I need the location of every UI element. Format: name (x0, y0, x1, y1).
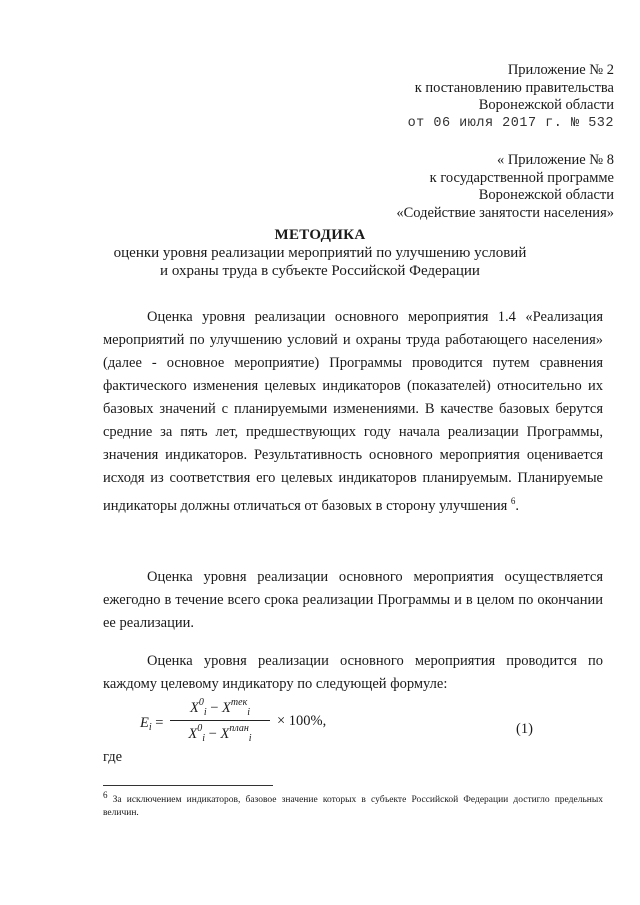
num-sub-1: i (203, 707, 207, 718)
appendix-2-header (408, 62, 614, 132)
num-sub-2: i (247, 707, 251, 718)
formula-numerator (170, 697, 270, 718)
paragraph-2 (103, 566, 603, 635)
paragraph-3-text: Оценка уровня реализации основного мероприятия проводится по каждому целевому индикатору по следующей формуле: (103, 653, 603, 692)
den-minus: − (205, 726, 221, 742)
appendix-2-decree: к постановлению правительства (414, 79, 614, 96)
paragraph-2-text: Оценка уровня реализации основного мероприятия осуществляется ежегодно в течение всего срока реализации Программы и в целом по окончании ее реализации. (103, 569, 603, 631)
title-heading: МЕТОДИКА (274, 227, 366, 243)
decree-date-stamp: от 06 июля 2017 г. № 532 (407, 115, 614, 131)
title-line-1: оценки уровня реализации мероприятий по улучшению условий (113, 245, 527, 261)
num-sup-zero: 0 (198, 697, 204, 708)
num-sup-tek: тек (230, 697, 248, 708)
paragraph-1-text: Оценка уровня реализации основного мероприятия 1.4 «Реализация мероприятий по улучшению условий и охраны труда работающего населения» (далее - основное мероприятие) Программы проводится путем сравнения фактического изменения целевых индикаторов (показателей) относительно их базовых значений с планируемыми изменениями. В качестве базовых берутся средние за пять лет, предшествующих году начала реализации Программы, значения индикаторов. Результативность основного мероприятия оценивается исходя из соответствия его целевых индикаторов планируемым. Планируемые индикаторы должны отличаться от базовых в сторону улучшения (103, 309, 603, 514)
footnote-text: За исключением индикаторов, базовое значение которых в субъекте Российской Федерации достигло предельных величин. (103, 795, 603, 819)
den-sup-plan: план (229, 723, 249, 734)
appendix-8-program-name: «Содействие занятости населения» (396, 204, 614, 221)
footnote-ref: 6 (510, 496, 516, 506)
where-label: где (103, 749, 123, 765)
formula-lhs-var: E (140, 715, 149, 731)
formula-denominator (170, 723, 270, 744)
formula-lhs-sub: i (148, 722, 152, 733)
den-x1: X (188, 726, 198, 742)
document-title (0, 226, 640, 280)
den-sub-2: i (248, 733, 252, 744)
formula-1 (140, 695, 440, 755)
appendix-2-region: Воронежской области (478, 97, 614, 113)
paragraph-1 (103, 306, 603, 518)
appendix-8-region: Воронежской области (478, 187, 614, 203)
appendix-8-header (396, 152, 614, 222)
formula-rhs: × 100%, (277, 713, 327, 729)
appendix-8-program: к государственной программе (429, 169, 614, 186)
formula-equals: = (155, 715, 164, 731)
appendix-8-title: « Приложение № 8 (496, 152, 614, 168)
formula-number: (1) (516, 721, 533, 737)
footnote-separator (103, 785, 273, 786)
formula-lhs (140, 715, 163, 733)
num-x1: X (189, 700, 199, 716)
footnote (103, 789, 603, 820)
fraction-bar (170, 720, 270, 721)
den-x2: X (220, 726, 230, 742)
den-sup-zero: 0 (197, 723, 203, 734)
num-x2: X (222, 700, 231, 716)
den-sub-1: i (202, 733, 206, 744)
num-minus: − (206, 700, 223, 716)
paragraph-1-end: . (515, 497, 519, 514)
appendix-2-title: Приложение № 2 (507, 62, 614, 78)
paragraph-3 (103, 650, 603, 696)
title-line-2: и охраны труда в субъекте Российской Федерации (160, 263, 480, 279)
footnote-mark: 6 (103, 790, 108, 800)
